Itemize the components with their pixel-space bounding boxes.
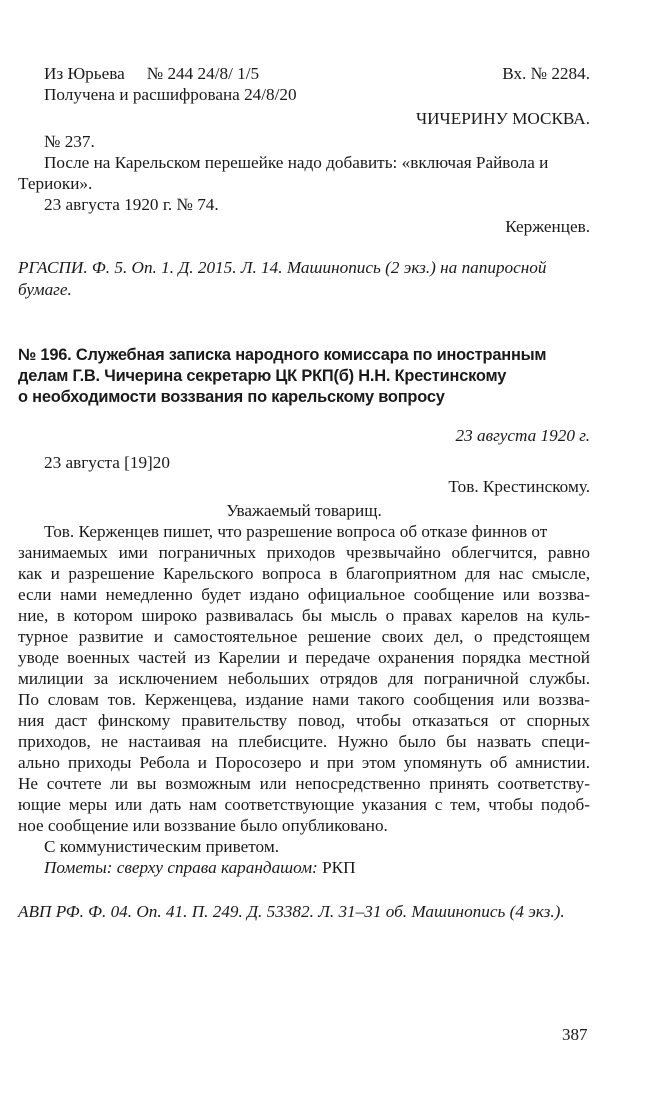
body-line: приходов, не настаивая на плебисците. Нужно было бы назвать специ- <box>18 732 590 751</box>
archive-source-line: РГАСПИ. Ф. 5. Оп. 1. Д. 2015. Л. 14. Машинопись (2 экз.) на папиросной <box>18 258 547 277</box>
notes <box>44 857 356 878</box>
telegram-body-line: Териоки». <box>18 174 93 193</box>
page-number: 387 <box>562 1025 588 1044</box>
body-line: Не сочтете ли вы возможным или непосредственно принять соответству- <box>18 774 590 793</box>
notes-value: РКП <box>322 858 356 877</box>
document-heading-line: № 196. Служебная записка народного комиссара по иностранным <box>18 346 547 364</box>
telegram-addressee: ЧИЧЕРИНУ МОСКВА. <box>415 109 590 128</box>
telegram-body-line: После на Карельском перешейке надо добавить: «включая Райвола и <box>44 153 549 172</box>
telegram-origin <box>44 63 259 84</box>
archive-source-line: АВП РФ. Ф. 04. Оп. 41. П. 249. Д. 53382. Л. 31–31 об. Машинопись (4 экз.). <box>18 902 565 921</box>
document-addressee: Тов. Крестинскому. <box>448 477 590 496</box>
incoming-number: Вх. № 2284. <box>502 64 590 83</box>
document-heading-line: делам Г.В. Чичерина секретарю ЦК РКП(б) Н.Н. Крестинскому <box>18 367 507 385</box>
closing: С коммунистическим приветом. <box>44 837 279 856</box>
document-date: 23 августа [19]20 <box>44 453 170 472</box>
body-line: ние, в котором широко развивалась бы мысль о правах карелов на куль- <box>18 606 590 625</box>
editorial-date: 23 августа 1920 г. <box>455 426 590 445</box>
body-line: ное сообщение или воззвание было опубликовано. <box>18 816 388 835</box>
body-line: как и разрешение Карельского вопроса в благоприятном для нас смысле, <box>18 564 590 583</box>
body-line: если нами немедленно будет издано официальное сообщение или воззва- <box>18 585 590 604</box>
received-note: Получена и расшифрована 24/8/20 <box>44 85 297 104</box>
notes-label: Пометы: сверху справа карандашом: <box>44 858 318 877</box>
document-heading-line: о необходимости воззвания по карельскому вопросу <box>18 388 445 406</box>
body-line: ющие меры или дать нам соответствующие указания с тем, чтобы подоб- <box>18 795 590 814</box>
body-line: милиции за исключением небольших отрядов для пограничной службы. <box>18 669 590 688</box>
body-line: турное развитие и самостоятельное решение своих дел, о предстоящем <box>18 627 590 646</box>
archive-source-line: бумаге. <box>18 280 72 299</box>
body-line: Тов. Керженцев пишет, что разрешение вопроса об отказе финнов от <box>44 522 548 541</box>
body-line: По словам тов. Керженцева, издание нами такого сообщения или воззва- <box>18 690 590 709</box>
body-line: ния даст финскому правительству повод, чтобы отказаться от спорных <box>18 711 590 730</box>
telegram-date: 23 августа 1920 г. № 74. <box>44 195 219 214</box>
body-line: занимаемых ими пограничных приходов чрезвычайно облегчится, равно <box>18 543 590 562</box>
telegram-signature: Керженцев. <box>505 217 590 236</box>
telegram-from: Из Юрьева <box>44 64 125 83</box>
telegram-from-number: № 244 24/8/ 1/5 <box>146 64 260 83</box>
salutation: Уважаемый товарищ. <box>226 501 382 520</box>
body-line: уводе военных частей из Карелии и передаче охранения порядка местной <box>18 648 590 667</box>
body-line: ально приходы Ребола и Поросозеро и при этом упомянуть об амнистии. <box>18 753 590 772</box>
telegram-number: № 237. <box>44 132 95 151</box>
